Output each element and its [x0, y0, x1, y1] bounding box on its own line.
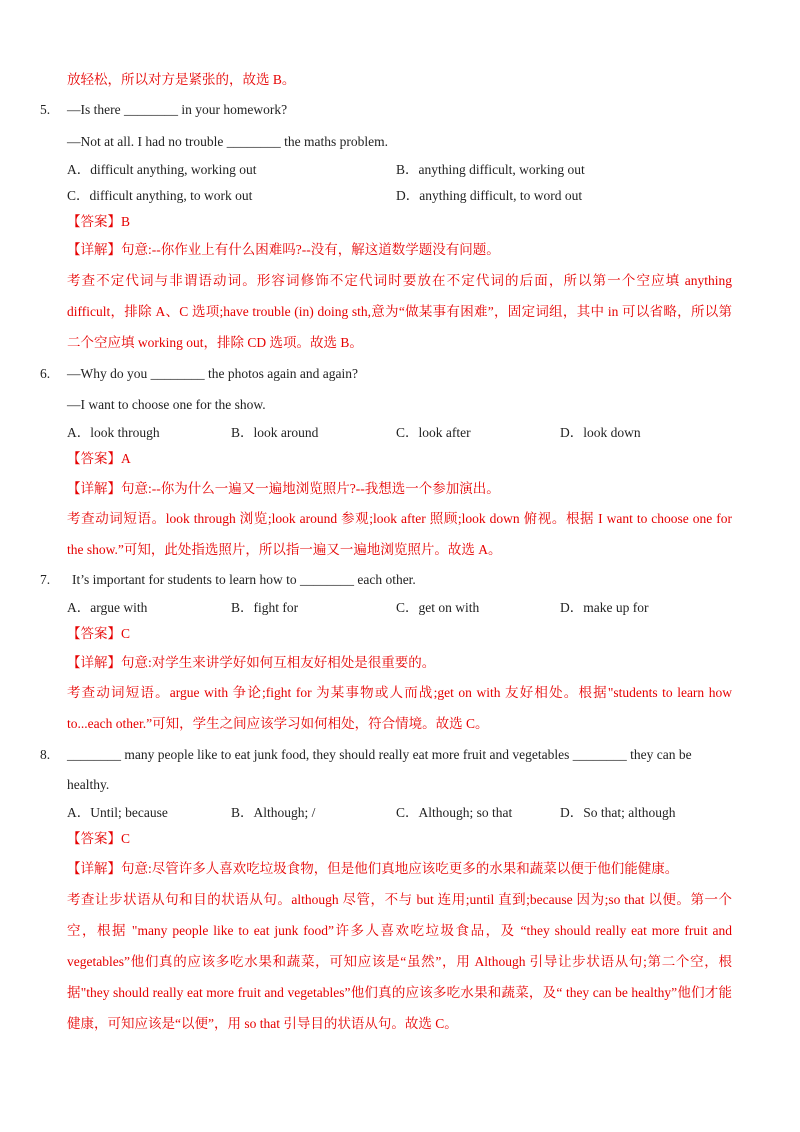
option-d: D．look down: [560, 425, 641, 440]
option-a: A．Until; because: [67, 805, 168, 820]
option-b: B．fight for: [231, 600, 299, 615]
option-d: D．So that; although: [560, 805, 676, 820]
question-line: healthy.: [67, 777, 110, 792]
question-number: 6.: [40, 366, 51, 381]
option-c: C．Although; so that: [396, 805, 513, 820]
option-b: B．Although; /: [231, 805, 316, 820]
question-line: It’s important for students to learn how to ________ each other.: [72, 572, 416, 587]
detail-explanation: 考查让步状语从句和目的状语从句。although 尽管，不与 but 连用;until 直到;because 因为;so that 以便。第一个空，根据 "many people like to eat junk food”许多人喜欢吃垃圾食品，及 “they should really eat more fruit and vegetables”他们真的应该多吃水果和蔬菜，可知应该是“虽然”，用 Although 引导让步状语从句;第二个空，根据"they should really eat more fruit and vegetables”他们真的应该多吃水果和蔬菜，及“ they can be healthy”他们才能健康，可知应该是“以便”，用 so that 引导目的状语从句。故选 C。: [67, 892, 732, 1031]
detail-explanation: 考查动词短语。argue with 争论;fight for 为某事物或人而战;get on with 友好相处。根据"students to learn how to...each other.”可知，学生之间应该学习如何相处，符合情境。故选 C。: [67, 685, 732, 731]
detail-explanation: 考查不定代词与非谓语动词。形容词修饰不定代词时要放在不定代词的后面，所以第一个空应填 anything difficult，排除 A、C 选项;have trouble (in) doing sth,意为“做某事有困难”，固定词组，其中 in 可以省略，所以第二个空应填 working out，排除 CD 选项。故选 B。: [67, 273, 732, 350]
detail-translation: 【详解】句意:对学生来讲学好如何互相友好相处是很重要的。: [67, 655, 436, 670]
question-number: 5.: [40, 102, 51, 117]
option-d: D．anything difficult, to word out: [396, 188, 583, 203]
option-a: A．argue with: [67, 600, 148, 615]
question-line: ________ many people like to eat junk food, they should really eat more fruit and vegetables ________ they can be: [67, 747, 692, 762]
detail-translation: 【详解】句意:--你为什么一遍又一遍地浏览照片?--我想选一个参加演出。: [67, 481, 500, 496]
option-c: C．get on with: [396, 600, 480, 615]
answer: 【答案】C: [67, 626, 131, 641]
question-line: —I want to choose one for the show.: [67, 397, 266, 412]
intro-text: 放轻松，所以对方是紧张的，故选 B。: [67, 72, 296, 87]
option-b: B．look around: [231, 425, 319, 440]
option-c: C．look after: [396, 425, 471, 440]
question-line: —Not at all. I had no trouble ________ the maths problem.: [67, 134, 388, 149]
answer: 【答案】C: [67, 831, 131, 846]
detail-explanation: 考查动词短语。look through 浏览;look around 参观;look after 照顾;look down 俯视。根据 I want to choose one for the show.”可知，此处指选照片，所以指一遍又一遍地浏览照片。故选 A。: [67, 511, 732, 557]
detail-translation: 【详解】句意:尽管许多人喜欢吃垃圾食物，但是他们真地应该吃更多的水果和蔬菜以便于他们能健康。: [67, 861, 679, 876]
question-line: —Is there ________ in your homework?: [67, 102, 288, 117]
question-number: 7.: [40, 572, 51, 587]
option-b: B．anything difficult, working out: [396, 162, 585, 177]
answer: 【答案】B: [67, 214, 131, 229]
option-c: C．difficult anything, to work out: [67, 188, 253, 203]
option-a: A．difficult anything, working out: [67, 162, 257, 177]
question-line: —Why do you ________ the photos again and again?: [67, 366, 358, 381]
answer: 【答案】A: [67, 451, 131, 466]
option-d: D．make up for: [560, 600, 649, 615]
detail-translation: 【详解】句意:--你作业上有什么困难吗?--没有，解这道数学题没有问题。: [67, 242, 500, 257]
option-a: A．look through: [67, 425, 160, 440]
question-number: 8.: [40, 747, 51, 762]
